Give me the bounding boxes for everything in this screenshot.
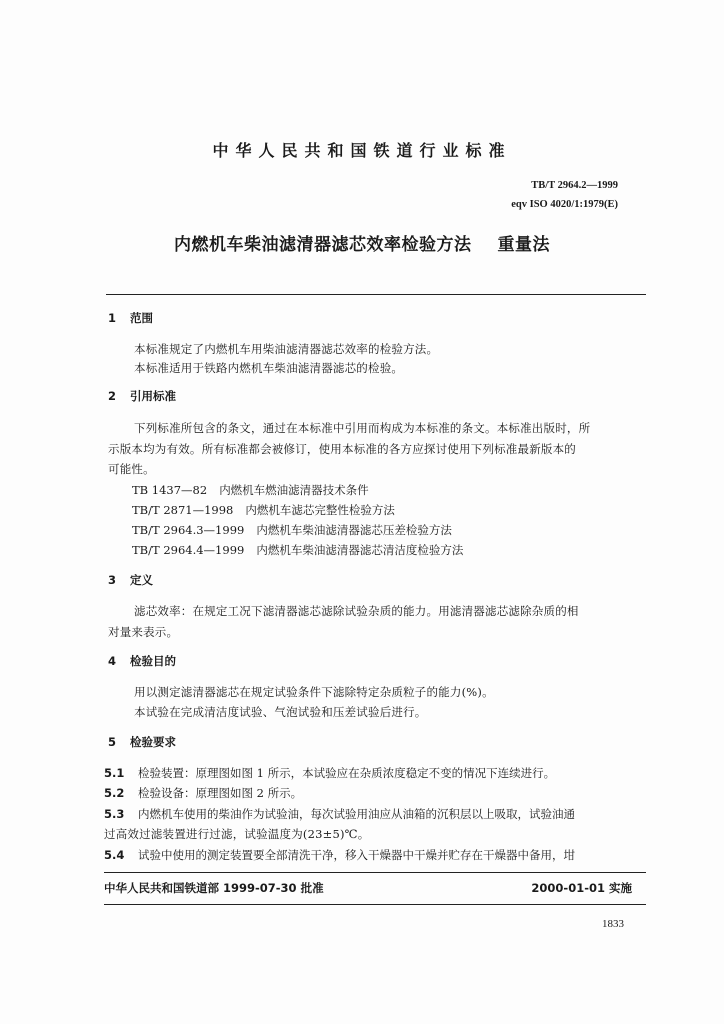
clause-number: 5.1 (104, 766, 125, 780)
clause-5-3 (104, 806, 575, 822)
clause-number: 5.3 (104, 807, 125, 821)
title-divider (106, 294, 646, 295)
clause-text: 试验中使用的测定装置要全部清洗干净，移入干燥器中干燥并贮存在干燥器中备用，坩 (138, 848, 575, 862)
effective-date: 2000-01-01 实施 (531, 881, 632, 895)
clause-number: 5.4 (104, 848, 125, 862)
standard-organization: 中华人民共和国铁道行业标准 (212, 141, 512, 160)
reference-item (132, 522, 452, 538)
equivalent-standard: eqv ISO 4020/1:1979(E) (511, 199, 618, 210)
clause-5-3-continuation: 过高效过滤装置进行过滤，试验温度为(23±5)℃。 (104, 827, 370, 841)
section-title: 范围 (130, 311, 153, 325)
reference-code: TB 1437—82 (132, 483, 208, 497)
reference-title: 内燃机车柴油滤清器滤芯压差检验方法 (256, 523, 452, 537)
section-number: 4 (108, 654, 117, 668)
reference-code: TB/T 2964.4—1999 (132, 543, 245, 557)
footer-bottom-divider (104, 904, 646, 905)
section-2-para-line-1: 下列标准所包含的条文，通过在本标准中引用而构成为本标准的条文。本标准出版时，所 (134, 421, 591, 435)
section-number: 3 (108, 573, 117, 587)
clause-text: 内燃机车使用的柴油作为试验油，每次试验用油应从油箱的沉积层以上吸取，试验油通 (138, 807, 575, 821)
clause-text: 检验设备：原理图如图 2 所示。 (138, 786, 303, 800)
standard-code: TB/T 2964.2—1999 (531, 180, 618, 191)
section-1-para-2: 本标准适用于铁路内燃机车柴油滤清器滤芯的检验。 (134, 361, 404, 375)
section-4-para-1: 用以测定滤清器滤芯在规定试验条件下滤除特定杂质粒子的能力(%)。 (134, 685, 494, 699)
reference-item (132, 502, 395, 518)
section-2-heading (108, 388, 176, 404)
footer-divider (104, 872, 646, 873)
section-2-para-line-2: 示版本均为有效。所有标准都会被修订，使用本标准的各方应探讨使用下列标准最新版本的 (108, 442, 576, 456)
section-3-heading (108, 572, 153, 588)
section-3-para-line-2: 对量来表示。 (108, 625, 179, 639)
clause-number: 5.2 (104, 786, 125, 800)
reference-item (132, 482, 369, 498)
reference-item (132, 542, 463, 558)
page-number: 1833 (602, 918, 624, 930)
title-main: 内燃机车柴油滤清器滤芯效率检验方法 (174, 235, 472, 255)
section-5-heading (108, 734, 176, 750)
reference-title: 内燃机车柴油滤清器滤芯清洁度检验方法 (256, 543, 464, 557)
section-title: 定义 (130, 573, 153, 587)
section-title: 引用标准 (130, 389, 176, 403)
clause-5-1 (104, 765, 555, 781)
section-title: 检验要求 (130, 735, 176, 749)
section-number: 2 (108, 389, 117, 403)
section-4-heading (108, 653, 176, 669)
document-title (0, 230, 724, 255)
section-4-para-2: 本试验在完成清洁度试验、气泡试验和压差试验后进行。 (134, 705, 427, 719)
reference-code: TB/T 2964.3—1999 (132, 523, 245, 537)
section-3-para-line-1: 滤芯效率：在规定工况下滤清器滤芯滤除试验杂质的能力。用滤清器滤芯滤除杂质的相 (134, 604, 579, 618)
reference-code: TB/T 2871—1998 (132, 503, 234, 517)
section-number: 5 (108, 735, 117, 749)
section-2-para-line-3: 可能性。 (108, 462, 155, 476)
clause-5-4 (104, 847, 575, 863)
clause-5-2 (104, 785, 302, 801)
title-sub: 重量法 (497, 235, 550, 255)
reference-title: 内燃机车燃油滤清器技术条件 (219, 483, 369, 497)
section-1-heading (108, 310, 153, 326)
section-number: 1 (108, 311, 117, 325)
reference-title: 内燃机车滤芯完整性检验方法 (245, 503, 395, 517)
section-1-para-1: 本标准规定了内燃机车用柴油滤清器滤芯效率的检验方法。 (134, 342, 439, 356)
approval-statement: 中华人民共和国铁道部 1999-07-30 批准 (104, 881, 324, 895)
clause-text: 检验装置：原理图如图 1 所示，本试验应在杂质浓度稳定不变的情况下连续进行。 (138, 766, 556, 780)
section-title: 检验目的 (130, 654, 176, 668)
